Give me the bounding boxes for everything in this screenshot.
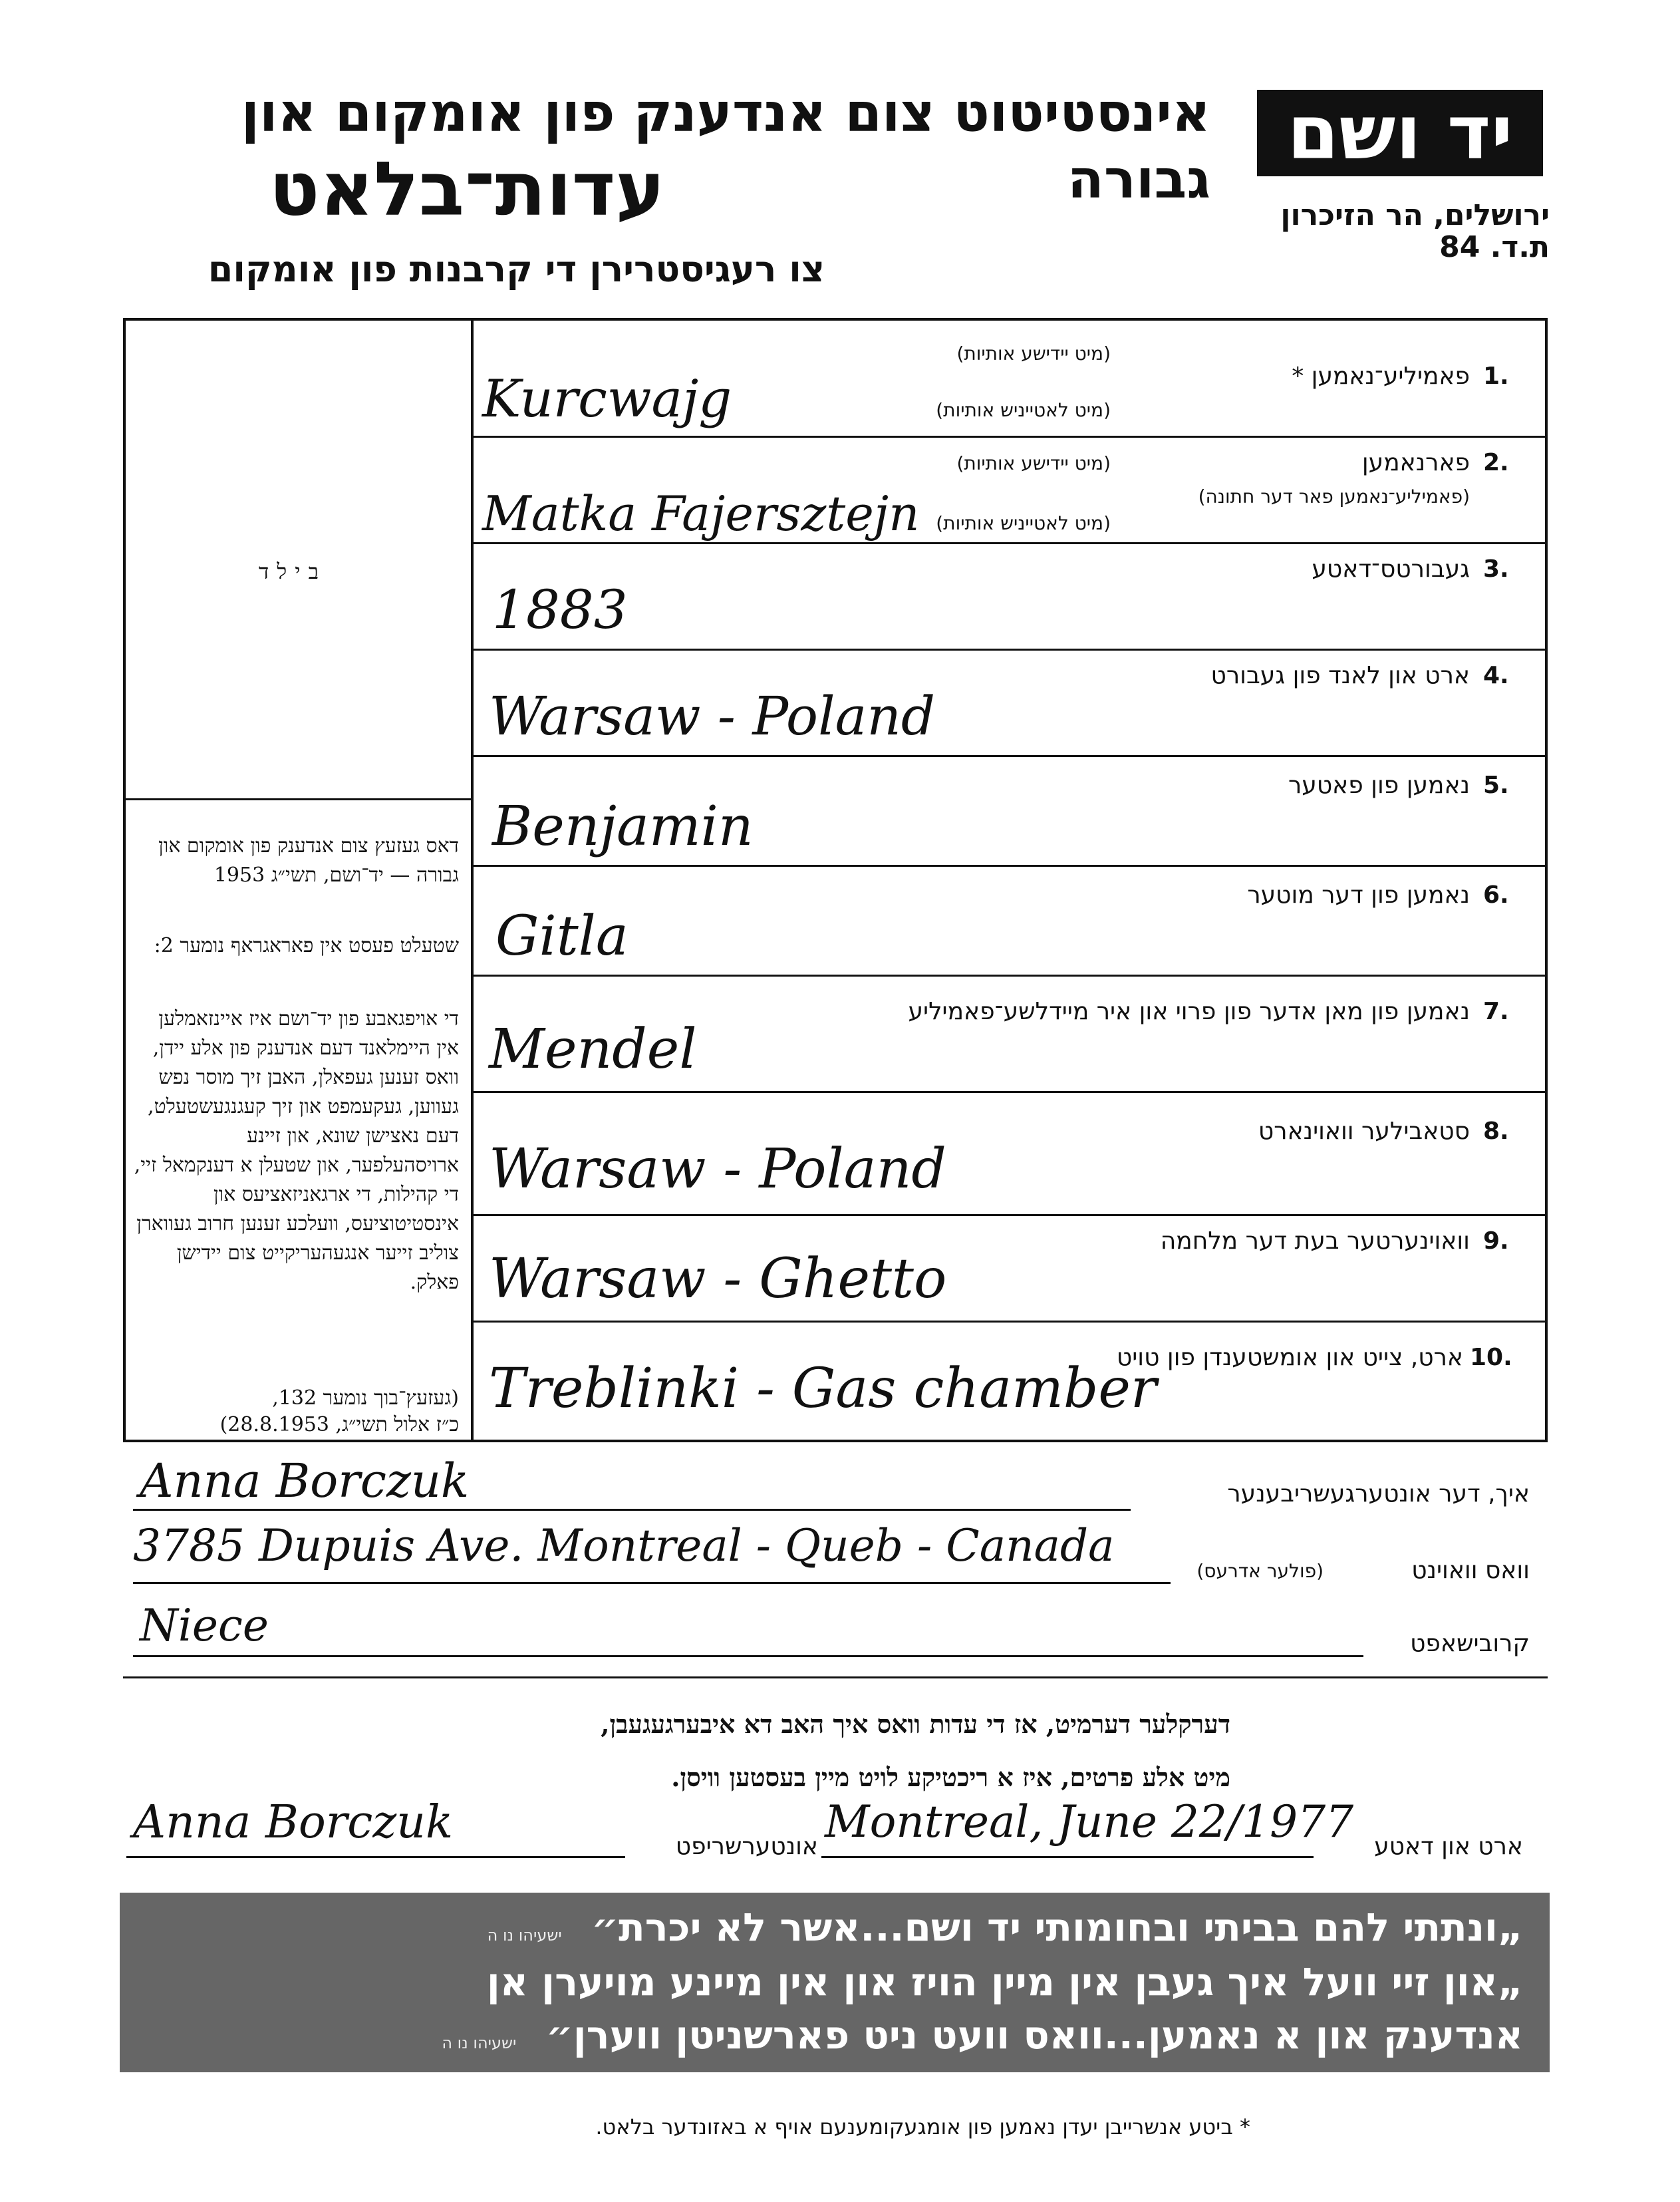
form-title: עדות־בלאט — [269, 146, 665, 233]
submitter-address-line — [133, 1582, 1171, 1584]
quote-banner — [120, 1893, 1550, 2072]
field-7-number: 7. — [1483, 998, 1509, 1025]
field-2-note-latin: (מיט לאטייניש אותיות) — [936, 512, 1111, 534]
row-separator — [471, 865, 1548, 867]
field-2-value[interactable]: Matka Fajersztejn — [482, 486, 920, 542]
row-separator — [471, 1214, 1548, 1216]
field-9-value[interactable]: Warsaw - Ghetto — [489, 1247, 947, 1311]
field-3-value[interactable]: 1883 — [492, 579, 628, 641]
law-reference-1: (געזעץ־בוך נומער 132, — [272, 1386, 459, 1410]
field-6-number: 6. — [1483, 881, 1509, 909]
field-2-label: פארנאמען — [1361, 449, 1470, 476]
law-reference-2: כ״ז אלול תשי״ג, 28.8.1953) — [219, 1413, 459, 1436]
declaration-line-2: מיט אלע פרטים, איז א ריכטיקע לויט מיין בעסטען וויסן. — [671, 1762, 1230, 1792]
submitter-name-value[interactable]: Anna Borczuk — [140, 1454, 470, 1508]
field-4-label: ארט און לאנד פון געבורט — [1210, 662, 1470, 689]
banner-source-3: ישעיהו נו ה — [442, 2034, 517, 2052]
banner-line-2: „און זיי וועל איך געבן אין מיין הויז און אין מיינע מויערן אן — [486, 1959, 1523, 2004]
banner-line-3-text: אנדענק און א נאמען...וואס וועט ניט פארשניטן ווערן״ — [545, 2012, 1523, 2058]
row-separator — [471, 975, 1548, 977]
place-date-line — [821, 1856, 1314, 1858]
photo-label: בילד — [258, 559, 327, 584]
form-subtitle: צו רעגיסטרירן די קרבנות פון אומקום — [208, 248, 825, 290]
section-divider — [123, 1676, 1548, 1678]
place-date-value[interactable]: Montreal, June 22/1977 — [825, 1796, 1354, 1847]
row-separator — [471, 542, 1548, 544]
field-7-value[interactable]: Mendel — [489, 1018, 697, 1081]
row-separator — [471, 755, 1548, 757]
declaration-line-1: דערקלער דערמיט, אז די עדות וואס איך האב דא איבערגעגעבן, — [601, 1709, 1230, 1739]
submitter-name-label: איך, דער אונטערגעשריבענער — [1227, 1480, 1530, 1507]
banner-line-1-text: „ונתתי להם בביתי ובחומותי יד ושם...אשר לא יכרת״ — [591, 1905, 1523, 1950]
field-3-number: 3. — [1483, 555, 1509, 583]
field-4-number: 4. — [1483, 662, 1509, 689]
field-7-label: נאמען פון מאן אדער פון פרוי און איר מיידלשע־פאמיליע — [908, 998, 1470, 1025]
row-separator — [471, 1091, 1548, 1093]
institute-name: אינסטיטוט צום אנדענק פון אומקום און גבורה — [241, 82, 1210, 210]
place-date-label: ארט און דאטע — [1374, 1833, 1523, 1860]
law-paragraph-3: די אויפגאבע פון יד־ושם איז איינזאמלען אין היימלאנד דעם אנדענק פון אלע יידן, וואס זענען געפאלן, האבן זיך מוסר נפש געווען, געקעמפט און זיך קעגנגעשטעלט, דעם נאצישן שונא, און זיינע ארויסהעלפער, און שטעלן א דענקמאל זיי, די קהילות, די ארגאניזאציעס און אינסטיטוציעס, וועלכע זענען חרוב געווארן צוליב זייער אנגעהעריקייט צום יידישן פאלק. — [134, 1007, 459, 1294]
field-4-value[interactable]: Warsaw - Poland — [489, 685, 936, 747]
signature-line — [126, 1856, 625, 1858]
field-5-value[interactable]: Benjamin — [492, 795, 754, 858]
field-10-label: ארט, צייט און אומשטענדן פון טויט — [1116, 1344, 1463, 1371]
submitter-relation-value[interactable]: Niece — [140, 1600, 269, 1651]
row-separator — [471, 1321, 1548, 1323]
signature-label: אונטערשריפט — [675, 1833, 818, 1860]
field-5-number: 5. — [1483, 772, 1509, 799]
field-9-number: 9. — [1483, 1227, 1509, 1255]
field-10-number: 10. — [1470, 1344, 1512, 1371]
signature-value[interactable]: Anna Borczuk — [133, 1796, 454, 1849]
field-2-note-yiddish: (מיט יידישע אותיות) — [956, 452, 1111, 474]
field-3-label: געבורטס־דאטע — [1312, 555, 1470, 583]
law-paragraph-1: דאס געזעץ צום אנדענק פון אומקום און גבורה — יד־ושם, תשי״ג 1953 — [158, 834, 459, 887]
field-5-label: נאמען פון פאטער — [1288, 772, 1470, 799]
submitter-name-line — [133, 1509, 1131, 1511]
field-1-label: פאמיליע־נאמען * — [1292, 363, 1470, 390]
submitter-address-label: וואס וואוינט — [1411, 1557, 1530, 1584]
field-2-subnote: (פאמיליע־נאמען פאר דער חתונה) — [1198, 486, 1470, 508]
row-separator — [471, 649, 1548, 651]
photo-divider — [123, 798, 471, 800]
logo-address — [1197, 200, 1550, 263]
column-divider — [471, 318, 474, 1442]
banner-source-1: ישעיהו נו ה — [487, 1926, 562, 1945]
field-6-label: נאמען פון דער מוטער — [1247, 881, 1470, 909]
submitter-address-value[interactable]: 3785 Dupuis Ave. Montreal - Queb - Canada — [133, 1520, 1115, 1571]
field-6-value[interactable]: Gitla — [495, 905, 629, 968]
address-line-2: ת.ד. 84 — [1439, 230, 1550, 264]
submitter-address-note: (פולער אדרעס) — [1196, 1560, 1324, 1582]
field-2-number: 2. — [1483, 449, 1509, 476]
banner-line-3 — [442, 2012, 1523, 2058]
field-8-value[interactable]: Warsaw - Poland — [489, 1138, 946, 1201]
law-paragraph-2: שטעלט פעסט אין פאראגראף נומער 2: — [154, 934, 459, 957]
footnote: * ביטע אנשרייבן יעדן נאמען פון אומגעקומענעם אויף א באזונדער בלאט. — [595, 2114, 1250, 2139]
row-separator — [471, 436, 1548, 438]
yad-vashem-logo: יד ושם — [1257, 90, 1543, 176]
submitter-relation-label: קרובישאפט — [1410, 1630, 1530, 1657]
field-8-label: סטאבילער וואוינארט — [1258, 1118, 1470, 1145]
field-9-label: וואוינערטער בעת דער מלחמה — [1160, 1227, 1470, 1255]
field-1-number: 1. — [1483, 363, 1509, 390]
field-8-number: 8. — [1483, 1118, 1509, 1145]
field-10-value[interactable]: Treblinki - Gas chamber — [489, 1357, 1157, 1420]
banner-line-1 — [488, 1905, 1523, 1950]
submitter-relation-line — [133, 1655, 1363, 1657]
field-1-note-yiddish: (מיט יידישע אותיות) — [956, 343, 1111, 365]
field-1-value[interactable]: Kurcwajg — [482, 369, 732, 429]
field-1-note-latin: (מיט לאטייניש אותיות) — [936, 399, 1111, 421]
address-line-1: ירושלים, הר הזיכרון — [1280, 198, 1550, 232]
